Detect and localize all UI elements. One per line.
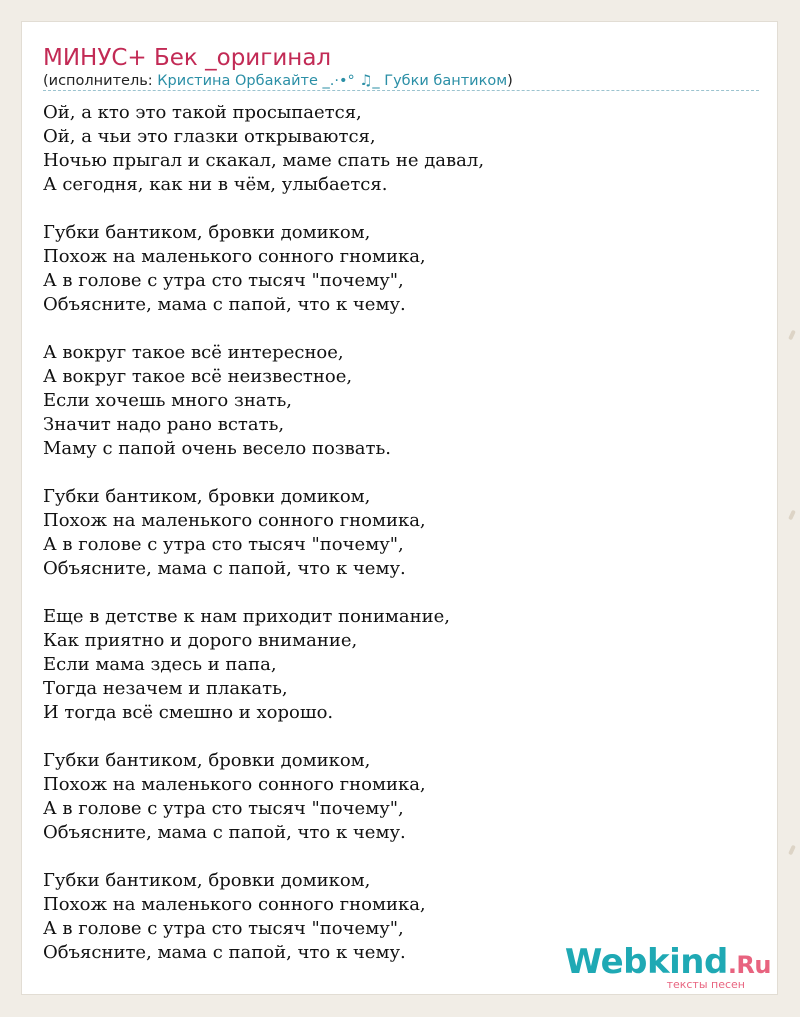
lyric-line: Ночью прыгал и скакал, маме спать не давал, (43, 150, 485, 171)
lyric-line: Похож на маленького сонного гномика, (43, 510, 426, 531)
lyric-line: Похож на маленького сонного гномика, (43, 894, 426, 915)
lyric-line: Объясните, мама с папой, что к чему. (43, 822, 406, 843)
lyric-line: А в голове с утра сто тысяч "почему", (43, 534, 404, 555)
stanza (43, 605, 759, 725)
divider (43, 90, 759, 91)
lyric-line: Еще в детстве к нам приходит понимание, (43, 606, 450, 627)
lyrics-body (43, 101, 759, 989)
artist-link[interactable]: Кристина Орбакайте _.·•° ♫_ Губки бантиком (157, 73, 508, 89)
stanza (43, 221, 759, 317)
lyric-line: Губки бантиком, бровки домиком, (43, 870, 371, 891)
lyric-line: А в голове с утра сто тысяч "почему", (43, 918, 404, 939)
lyric-line: Тогда незачем и плакать, (43, 678, 288, 699)
artist-suffix: ) (507, 73, 513, 89)
lyric-line: Губки бантиком, бровки домиком, (43, 486, 371, 507)
lyric-line: Маму с папой очень весело позвать. (43, 438, 391, 459)
lyric-line: Объясните, мама с папой, что к чему. (43, 558, 406, 579)
lyric-line: Похож на маленького сонного гномика, (43, 774, 426, 795)
page-title: МИНУС+ Бек _оригинал (43, 45, 332, 71)
lyric-line: А вокруг такое всё интересное, (43, 342, 344, 363)
lyrics-card (21, 21, 778, 995)
lyric-line: Объясните, мама с папой, что к чему. (43, 942, 406, 963)
stanza (43, 101, 759, 197)
lyric-line: А в голове с утра сто тысяч "почему", (43, 270, 404, 291)
lyric-line: Ой, а кто это такой просыпается, (43, 102, 362, 123)
logo-tagline: тексты песен (666, 978, 745, 991)
background-mark (788, 845, 796, 856)
lyric-line: Губки бантиком, бровки домиком, (43, 750, 371, 771)
lyric-line: Значит надо рано встать, (43, 414, 285, 435)
lyric-line: А в голове с утра сто тысяч "почему", (43, 798, 404, 819)
stanza (43, 485, 759, 581)
lyric-line: Похож на маленького сонного гномика, (43, 246, 426, 267)
logo-tld: .Ru (727, 951, 771, 979)
lyric-line: И тогда всё смешно и хорошо. (43, 702, 334, 723)
artist-prefix: (исполнитель: (43, 73, 158, 89)
stanza (43, 341, 759, 461)
lyric-line: Ой, а чьи это глазки открываются, (43, 126, 376, 147)
lyric-line: Если мама здесь и папа, (43, 654, 277, 675)
lyric-line: А сегодня, как ни в чём, улыбается. (43, 174, 388, 195)
lyric-line: Губки бантиком, бровки домиком, (43, 222, 371, 243)
lyric-line: Если хочешь много знать, (43, 390, 293, 411)
background-mark (788, 510, 796, 521)
lyric-line: А вокруг такое всё неизвестное, (43, 366, 353, 387)
stanza (43, 749, 759, 845)
logo-word: Webkind (564, 942, 728, 982)
webkind-logo[interactable] (564, 942, 771, 991)
background-mark (788, 330, 796, 341)
lyric-line: Как приятно и дорого внимание, (43, 630, 358, 651)
artist-line (43, 72, 513, 90)
lyric-line: Объясните, мама с папой, что к чему. (43, 294, 406, 315)
